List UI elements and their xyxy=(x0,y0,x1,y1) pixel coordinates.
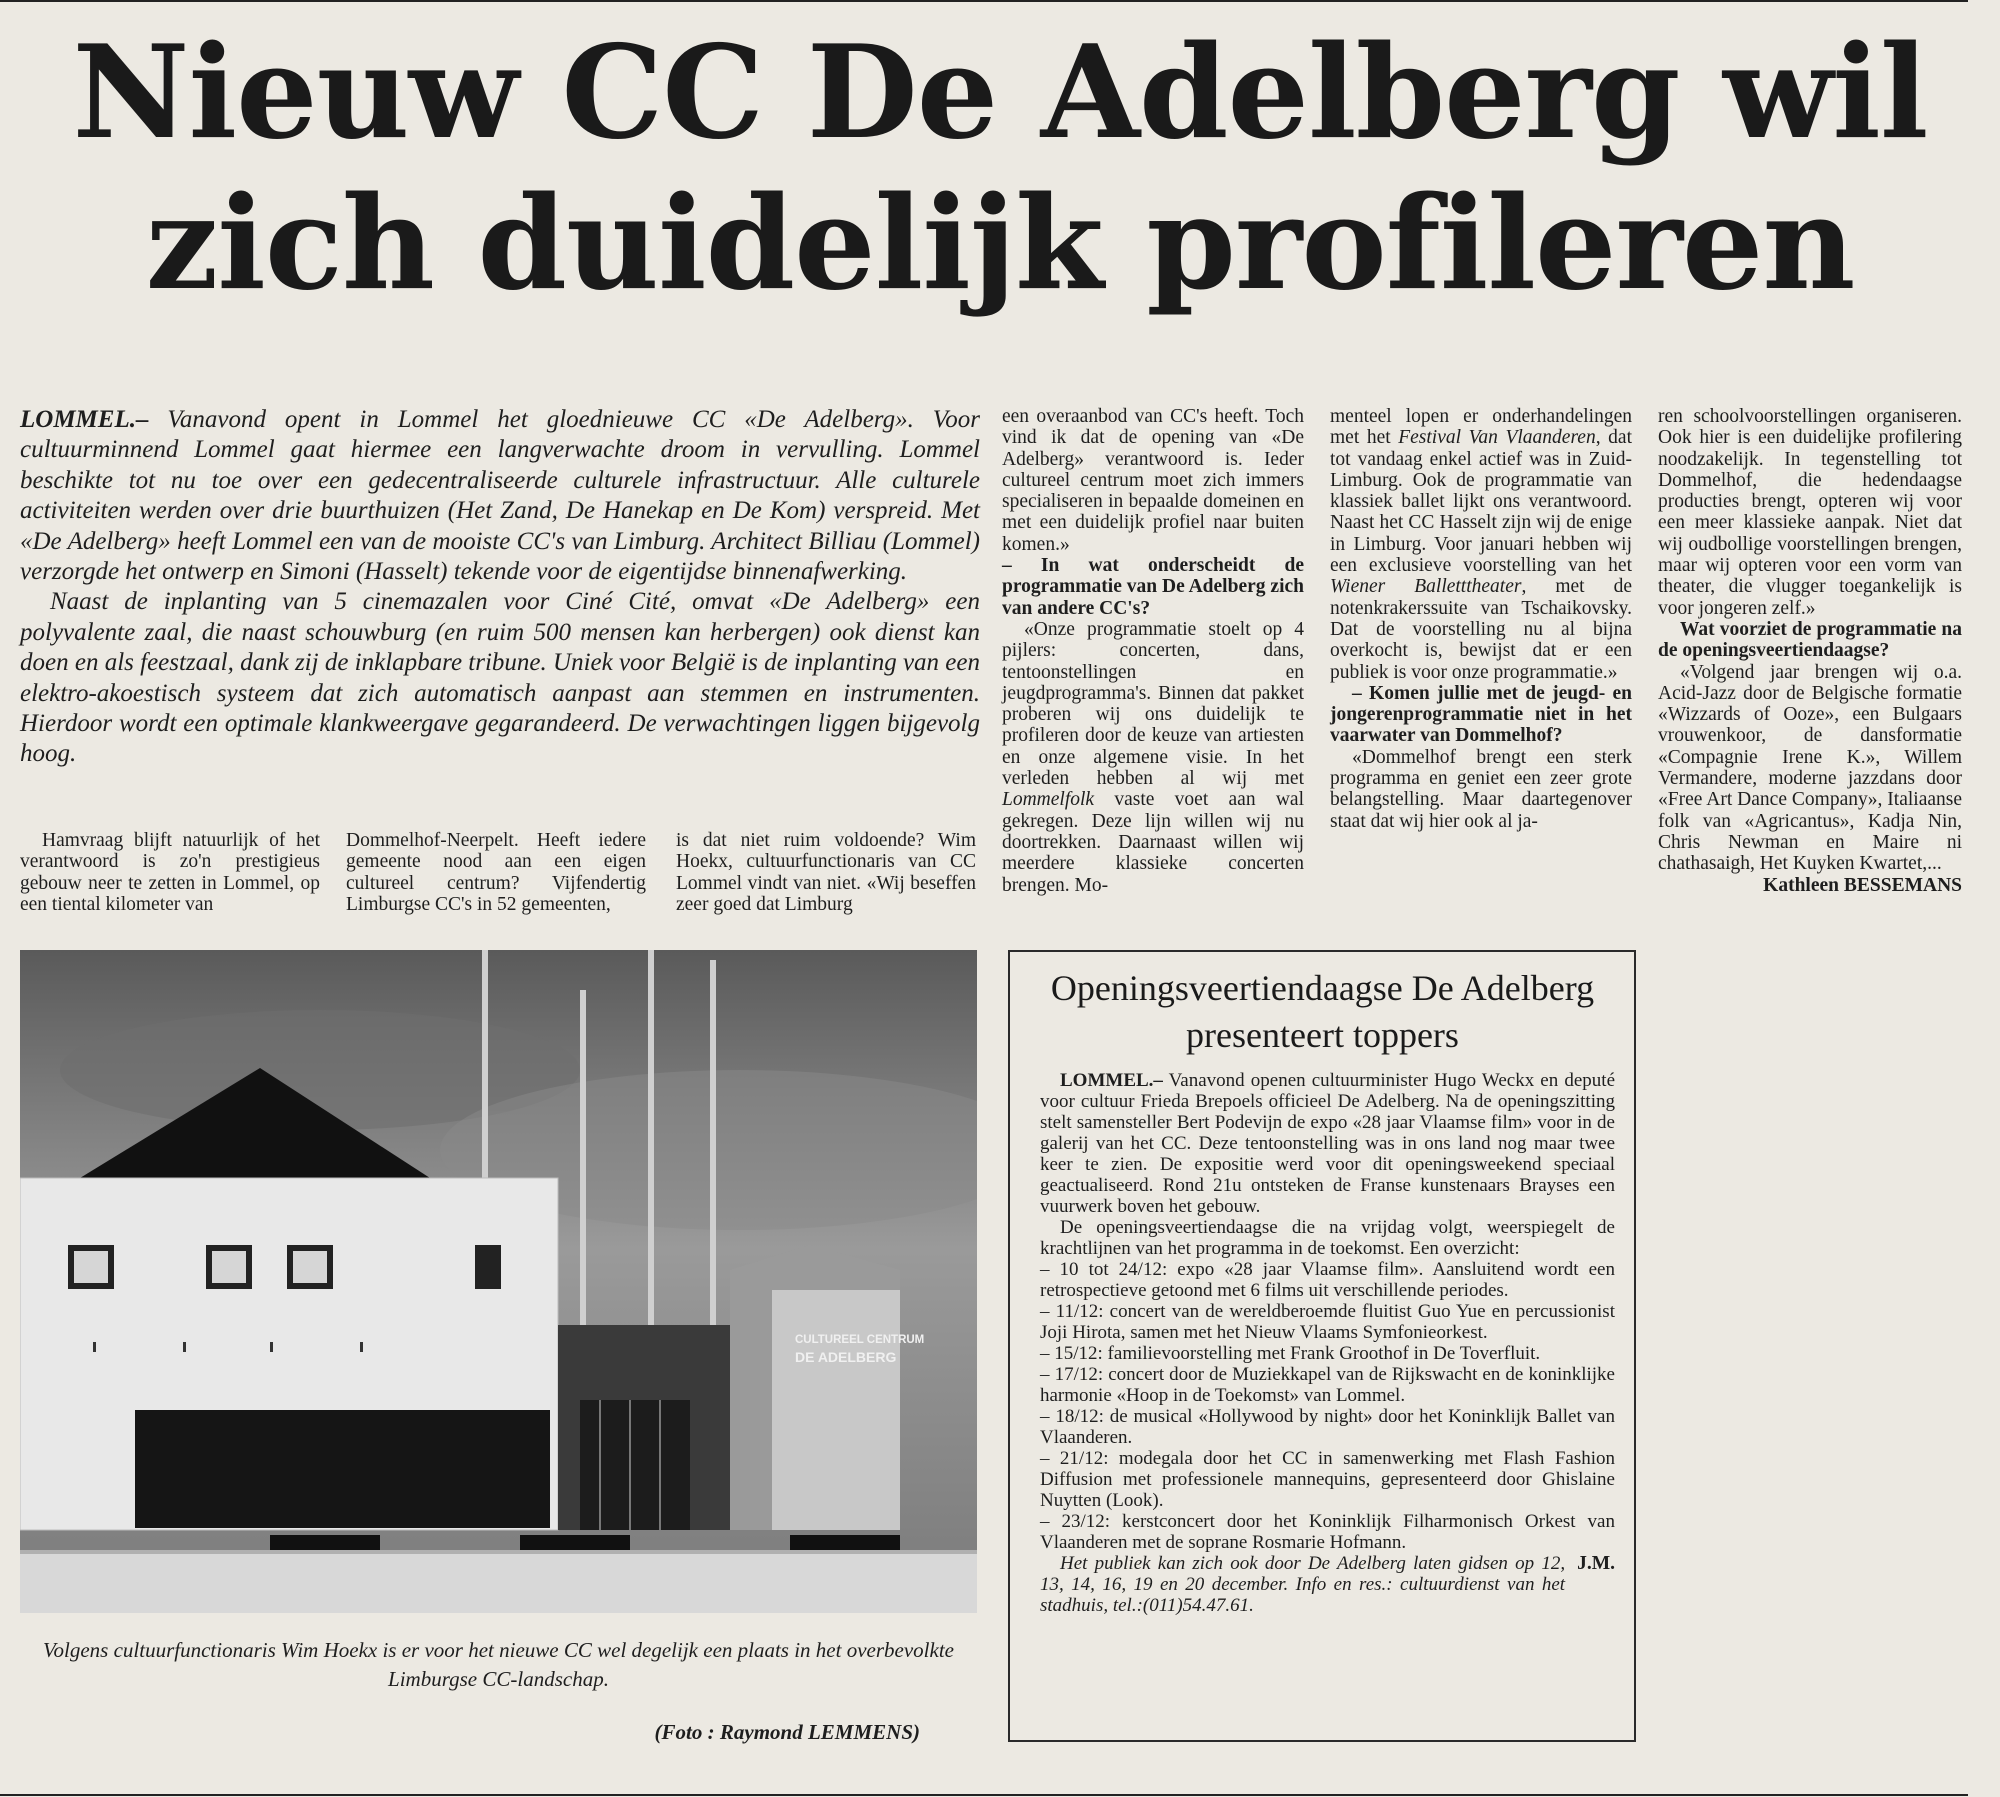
body-text-italic: Wiener Balletttheater xyxy=(1330,576,1522,598)
program-item: – 18/12: de musical «Hollywood by night» door het Koninklijk Ballet van Vlaanderen. xyxy=(1040,1406,1615,1448)
sidebar-closing xyxy=(1040,1553,1615,1616)
sign-line-2: DE ADELBERG xyxy=(795,1349,897,1365)
sidebar-author: J.M. xyxy=(1577,1553,1615,1574)
program-item: – 10 tot 24/12: expo «28 jaar Vlaamse film». Aansluitend wordt een retrospectieve getoond met 6 films uit verschillende periodes. xyxy=(1040,1259,1615,1301)
body-text: «Onze programmatie stoelt op 4 pijlers: concerten, dans, tentoonstellingen en jeugdprogramma's. Binnen dat pakket proberen wij ons duidelijk te profileren door de keuze van artiesten en onze algemene visie. In het verleden hebben al wij met xyxy=(1002,618,1304,790)
program-item: – 23/12: kerstconcert door het Koninklijk Filharmonisch Orkest van Vlaanderen met de soprane Rosmarie Hofmann. xyxy=(1040,1511,1615,1553)
program-item: – 21/12: modegala door het CC in samenwerking met Flash Fashion Diffusion met professionele mannequins, gepresenteerd door Ghislaine Nuytten (Look). xyxy=(1040,1448,1615,1511)
sidebar-text-1: Vanavond openen cultuurminister Hugo Weckx en deputé voor cultuur Frieda Brepoels officieel De Adelberg. Na de openingszitting stelt samensteller Bert Podevijn de expo «28 jaar Vlaamse film» voor in de galerij van het CC. Deze tentoonstelling was in ons land nog maar twee keer te zien. De expositie werd voor dit openingsweekend speciaal geactualiseerd. Rond 21u ontsteken de Franse kunstenaars Brayses een vuurwerk boven het gebouw. xyxy=(1040,1070,1615,1217)
lead-paragraph-2: Naast de inplanting van 5 cinemazalen voor Ciné Cité, omvat «De Adelberg» een polyvalente zaal, die naast schouwburg (en ruim 500 mensen kan herbergen) ook dienst kan doen en als feestzaal, dank zij de inklapbare tribune. Uniek voor België is de inplanting van een elektro-akoestisch systeem dat zich automatisch aanpast aan stemmen en instrumenten. Hierdoor wordt een optimale klankweergave gegarandeerd. De verwachtingen liggen bijgevolg hoog. xyxy=(20,588,980,768)
body-paragraph xyxy=(1330,406,1632,683)
body-text: vaste voet aan wal gekregen. Deze lijn willen wij nu doortrekken. Daarnaast willen wij meerdere klassieke concerten brengen. Mo- xyxy=(1002,789,1304,896)
sidebar-paragraph-3: Het publiek kan zich ook door De Adelberg laten gidsen op 12, 13, 14, 16, 19 en 20 december. Info en res.: cultuurdienst van het stadhuis, tel.:(011)54.47.61. xyxy=(1040,1553,1566,1616)
body-paragraph xyxy=(1002,619,1304,896)
lead-dateline: LOMMEL.– xyxy=(20,406,149,433)
interview-question: – In wat onderscheidt de programmatie van De Adelberg zich van andere CC's? xyxy=(1002,555,1304,619)
body-paragraph: Hamvraag blijft natuurlijk of het verantwoord is zo'n prestigieus gebouw neer te zetten in Lommel, op een tiental kilometer van xyxy=(20,830,320,915)
body-paragraph: Dommelhof-Neerpelt. Heeft iedere gemeente nood aan een eigen cultureel centrum? Vijfendertig Limburgse CC's in 52 gemeenten, xyxy=(346,830,646,915)
interview-question: Wat voorziet de programmatie na de openingsveertiendaagse? xyxy=(1658,618,1962,662)
body-text-italic: Lommelfolk xyxy=(1002,789,1095,811)
body-column-2 xyxy=(346,830,646,915)
bottom-rule xyxy=(0,1794,1968,1796)
body-text: , dat tot vandaag enkel actief was in Zuid-Limburg. Ook de programmatie van klassiek ballet lijkt ons verantwoord. Naast het CC Hasselt zijn wij de enige in Limburg. Voor januari hebben wij een exclusieve voorstelling van het xyxy=(1330,427,1632,577)
body-column-6 xyxy=(1658,406,1962,896)
body-text-italic: Festival Van Vlaanderen xyxy=(1398,427,1596,449)
headline: Nieuw CC De Adelberg wil zich duidelijk profileren xyxy=(72,18,1928,320)
body-column-3 xyxy=(676,830,976,915)
interview-question: – Komen jullie met de jeugd- en jongerenprogrammatie niet in het vaarwater van Dommelhof? xyxy=(1330,682,1632,747)
body-text: , met de notenkrakerssuite van Tschaikovsky. Dat de voorstelling nu al bijna overkocht is, bewijst dat er een publiek is voor onze programmatie.» xyxy=(1330,576,1632,683)
body-paragraph: een overaanbod van CC's heeft. Toch vind ik dat de opening van «De Adelberg» verantwoord is. Ieder cultureel centrum moet zich immers specialiseren in bepaalde domeinen en met een duidelijk profiel naar buiten komen.» xyxy=(1002,406,1304,555)
top-rule xyxy=(0,0,1968,2)
body-column-4 xyxy=(1002,406,1304,896)
body-paragraph: ren schoolvoorstellingen organiseren. Ook hier is een duidelijke profilering noodzakelijk. In tegenstelling tot Dommelhof, die hedendaagse producties brengt, opteren wij voor een meer klassieke aanpak. Niet dat wij oudbollige voorstellingen brengen, maar wij opteren voor een vorm van theater, die vlugger toegankelijk is voor jongeren zelf.» xyxy=(1658,406,1962,619)
building-photo xyxy=(20,950,977,1613)
program-item: – 17/12: concert door de Muziekkapel van de Rijkswacht en de koninklijke harmonie «Hoop in de Toekomst» van Lommel. xyxy=(1040,1364,1615,1406)
photo-credit: (Foto : Raymond LEMMENS) xyxy=(654,1720,920,1744)
lead-paragraphs xyxy=(20,405,980,770)
sign-line-1: CULTUREEL CENTRUM xyxy=(795,1334,925,1346)
body-paragraph: is dat niet ruim voldoende? Wim Hoekx, cultuurfunctionaris van CC Lommel vindt van niet. «Wij beseffen zeer goed dat Limburg xyxy=(676,830,976,915)
body-paragraph: «Dommelhof brengt een sterk programma en geniet een zeer grote belangstelling. Maar daartegenover staat dat wij hier ook al ja- xyxy=(1330,746,1632,832)
sidebar-dateline: LOMMEL.– xyxy=(1060,1070,1163,1091)
program-item: – 11/12: concert van de wereldberoemde fluitist Guo Yue en percussionist Joji Hirota, samen met het Nieuw Vlaams Symfonieorkest. xyxy=(1040,1301,1615,1343)
lead-paragraph-1 xyxy=(20,405,980,587)
body-text: menteel lopen er onderhandelingen met het xyxy=(1330,406,1632,449)
sidebar-paragraph-2: De openingsveertiendaagse die na vrijdag volgt, weerspiegelt de krachtlijnen van het programma in de toekomst. Een overzicht: xyxy=(1040,1217,1615,1259)
sidebar-body xyxy=(1040,1070,1615,1616)
sidebar-title: Openingsveertiendaagse De Adelberg presenteert toppers xyxy=(1050,968,1595,1055)
lead-text-1: Vanavond opent in Lommel het gloednieuwe CC «De Adelberg». Voor cultuurminnend Lommel gaat hiermee een langverwachte droom in vervulling. Lommel beschikte tot nu toe over een gedecentraliseerde culturele infrastructuur. Alle culturele activiteiten werden over drie buurthuizen (Het Zand, De Hanekap en De Kom) verspreid. Met «De Adelberg» heeft Lommel een van de mooiste CC's van Limburg. Architect Billiau (Lommel) verzorgde het ontwerp en Simoni (Hasselt) tekende voor de eigentijdse binnenafwerking. xyxy=(20,406,980,586)
author-byline: Kathleen BESSEMANS xyxy=(1763,874,1962,896)
body-column-1 xyxy=(20,830,320,915)
program-item: – 15/12: familievoorstelling met Frank Groothof in De Toverfluit. xyxy=(1040,1343,1541,1364)
photo-caption: Volgens cultuurfunctionaris Wim Hoekx is er voor het nieuwe CC wel degelijk een plaats in het overbevolkte Limburgse CC-landschap. xyxy=(43,1638,954,1691)
body-paragraph: «Volgend jaar brengen wij o.a. Acid-Jazz door de Belgische formatie «Wizzards of Ooze», een Bulgaars vrouwenkoor, de dansformatie «Compagnie Irene K.», Willem Vermandere, moderne jazzdans door «Free Art Dance Company», Italiaanse folk van «Agricantus», Kadja Nin, Chris Newman en Maire ni chathasaigh, Het Kuyken Kwartet,... xyxy=(1658,661,1962,875)
body-column-5 xyxy=(1330,406,1632,832)
sidebar-paragraph-1 xyxy=(1040,1070,1615,1217)
